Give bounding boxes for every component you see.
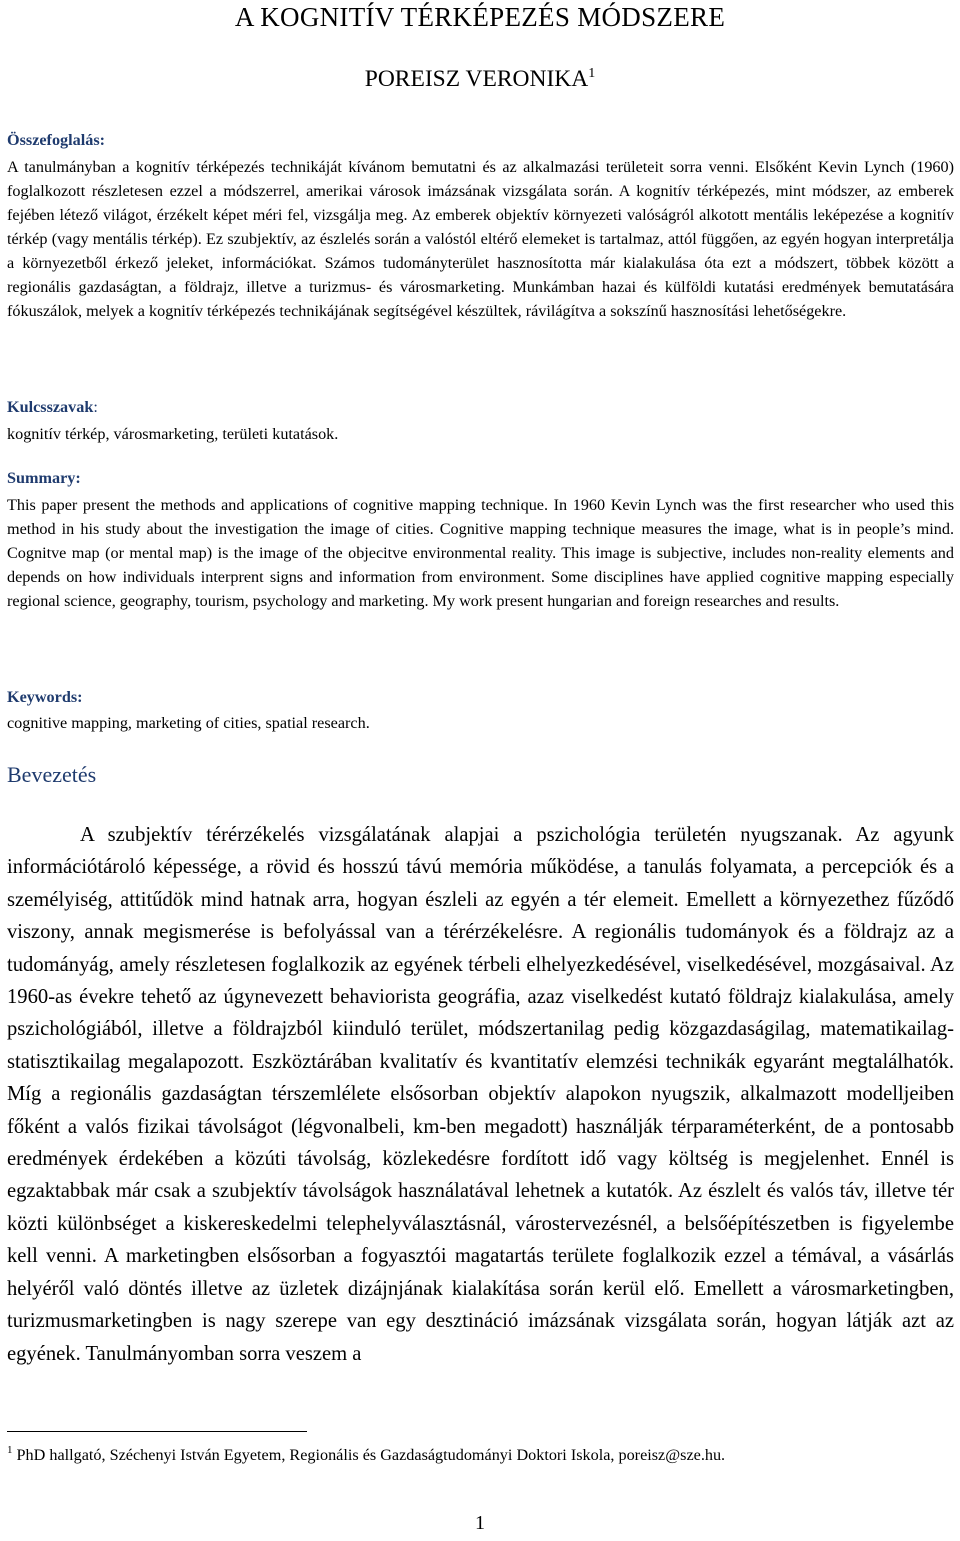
section-heading: Bevezetés bbox=[7, 762, 97, 787]
abstract-hu-heading: Összefoglalás: bbox=[7, 131, 106, 149]
abstract-en-text: This paper present the methods and applications of cognitive mapping technique. In 1960 Kevin Lynch was the first researcher who used this method in his study about the investigation the image of cities. Cognitive mapping technique measures the image, what is in people’s mind. Cognitve map (or mental map) is the image of the objecitve environmental reality. This image is subjective, includes non-reality elements and depends on how individuals interprent signs and information from environment. Some disciplines have applied cognitive mapping especially regional science, geography, tourism, psychology and marketing. My work present hungarian and foreign researches and results. bbox=[7, 496, 954, 610]
keywords-hu-heading-bold: Kulcsszavak bbox=[7, 398, 94, 416]
keywords-hu-heading bbox=[7, 398, 98, 417]
keywords-hu-heading-colon: : bbox=[93, 398, 98, 416]
keywords-hu-text: kognitív térkép, városmarketing, területi kutatások. bbox=[7, 425, 339, 443]
author-name: POREISZ VERONIKA bbox=[364, 66, 589, 92]
author-footnote-ref: 1 bbox=[588, 66, 596, 81]
page-number: 1 bbox=[475, 1512, 485, 1534]
abstract-en-heading: Summary: bbox=[7, 469, 81, 487]
footnote-marker: 1 bbox=[7, 1444, 13, 1456]
abstract-hu-text: A tanulmányban a kognitív térképezés technikáját kívánom bemutatni és az alkalmazási területeit sorra venni. Elsőként Kevin Lynch (1960) foglalkozott részletesen ezzel a módszerrel, amerikai városok imázsának vizsgálata során. A kognitív térképezés, mint módszer, az emberek fejében létező világot, érzékelt képet méri fel, vizsgálja meg. Az emberek objektív környezeti valóságról alkotott mentális leképezése a kognitív térkép (vagy mentális térkép). Ez szubjektív, az észlelés során a valóstól eltérő elemeket is tartalmaz, attól függően, az egyén hogyan interpretálja a környezetből érkező jeleket, információkat. Számos tudományterület hasznosította már kialakulása óta ezt a módszert, többek között a regionális gazdaságtan, a földrajz, illetve a turizmus- és városmarketing. Munkámban hazai és külföldi kutatási eredmények bemutatására fókuszálok, melyek a kognitív térképezés technikájának segítségével készültek, rávilágítva a sokszínű hasznosítási lehetőségekre. bbox=[7, 158, 954, 320]
footnote-text: PhD hallgató, Széchenyi István Egyetem, Regionális és Gazdaságtudományi Doktori Iskola, poreisz@sze.hu. bbox=[12, 1446, 726, 1464]
keywords-en-text: cognitive mapping, marketing of cities, spatial research. bbox=[7, 714, 370, 732]
footnote bbox=[7, 1444, 725, 1465]
footnote-rule bbox=[7, 1431, 307, 1432]
author-line bbox=[0, 66, 960, 93]
section-paragraph: A szubjektív térérzékelés vizsgálatának alapjai a pszichológia területén nyugszanak. Az agyunk információtároló képessége, a rövid és hosszú távú memória működése, a tanulás folyamata, a percepciók és a személyiség, attitűdök mind hatnak arra, hogyan észleli az egyén a tér elemeit. Emellett a környezethez fűződő viszony, annak megismerése is befolyással van a térérzékelésre. A regionális tudományok és a földrajz az a tudományág, amely részletesen foglalkozik az egyének térbeli elhelyezkedésével, viselkedésével, mozgásaival. Az 1960-as évekre tehető az úgynevezett behaviorista geográfia, azaz viselkedést kutató földrajz kialakulása, amely pszichológiából, illetve a földrajzból kiinduló terület, módszertanilag pedig közgazdaságilag, matematikailag-statisztikailag megalapozott. Eszköztárában kvalitatív és kvantitatív elemzési technikák egyaránt megtalálhatók. Míg a regionális gazdaságtan térszemlélete elsősorban objektív alapokon nyugszik, alkalmazott modelljeiben főként a valós fizikai távolságot (légvonalbeli, km-ben megadott) használják térparaméterként, de a pontosabb eredmények érdekében a közúti távolság, közlekedésre fordított idő vagy költség is megjelenhet. Ennél is egzaktabbak már csak a szubjektív távolságok használatával lehetnek a kutatók. Az észlelt és valós táv, illetve tér közti különbséget a kiskereskedelmi telephelyválasztásnál, várostervezésnél, a belsőépítészetben is figyelembe kell venni. A marketingben elsősorban a fogyasztói magatartás területe foglalkozik ezzel a témával, a vásárlás helyéről való döntés illetve az üzletek dizájnjának kialakítása során kerül elő. Emellett a városmarketingben, turizmusmarketingben is nagy szerepe van egy desztináció imázsának vizsgálata során, hogyan látják azt az egyének. Tanulmányomban sorra veszem a bbox=[7, 824, 954, 1365]
keywords-en-heading: Keywords: bbox=[7, 688, 83, 706]
paper-title: A KOGNITÍV TÉRKÉPEZÉS MÓDSZERE bbox=[234, 2, 726, 32]
